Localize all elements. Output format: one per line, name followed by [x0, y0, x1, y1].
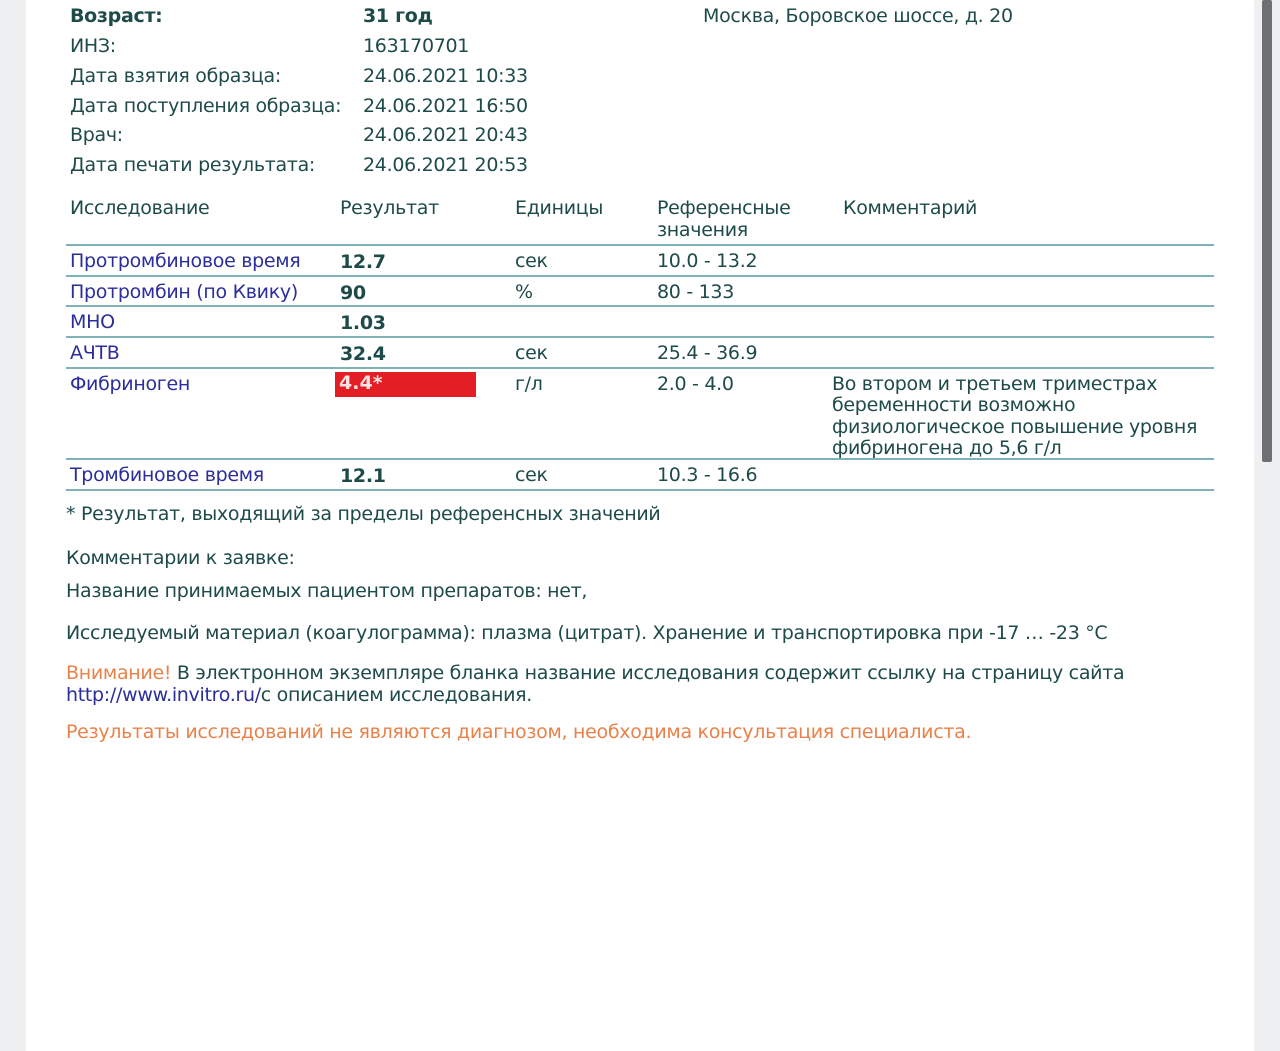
comment-line: фибриногена до 5,6 г/л — [832, 437, 1062, 459]
divider — [66, 367, 1214, 369]
divider — [66, 336, 1214, 338]
sample-taken-label: Дата взятия образца: — [70, 65, 281, 87]
age-label: Возраст: — [70, 5, 163, 27]
units: сек — [515, 342, 548, 364]
test-link[interactable]: АЧТВ — [70, 342, 120, 364]
out-of-range-badge — [335, 372, 476, 397]
reference-range: 80 - 133 — [657, 281, 734, 303]
result-value: 12.7 — [340, 251, 386, 273]
test-link[interactable]: МНО — [70, 311, 115, 333]
units: г/л — [515, 373, 543, 395]
comment-line: физиологическое повышение уровня — [832, 416, 1198, 438]
inz-value: 163170701 — [363, 35, 470, 57]
header-comment: Комментарий — [843, 197, 978, 219]
url-line — [66, 684, 532, 706]
address: Москва, Боровское шоссе, д. 20 — [703, 5, 1013, 27]
reference-range: 2.0 - 4.0 — [657, 373, 734, 395]
url-suffix: с описанием исследования. — [260, 684, 533, 706]
result-value: 1.03 — [340, 312, 386, 334]
reference-range: 10.3 - 16.6 — [657, 464, 758, 486]
header-result: Результат — [340, 197, 439, 219]
material-note: Исследуемый материал (коагулограмма): плазма (цитрат). Хранение и транспортировка при -17 … -23 °С — [66, 622, 1108, 644]
divider — [66, 305, 1214, 307]
header-test: Исследование — [70, 197, 210, 219]
result-value: 32.4 — [340, 343, 386, 365]
sample-taken-value: 24.06.2021 10:33 — [363, 65, 528, 87]
test-link[interactable]: Фибриноген — [70, 373, 190, 395]
comment-line: Во втором и третьем триместрах — [832, 373, 1158, 395]
test-link[interactable]: Протромбин (по Квику) — [70, 281, 298, 303]
result-value: 4.4* — [339, 372, 383, 394]
units: сек — [515, 464, 548, 486]
header-units: Единицы — [515, 197, 604, 219]
doctor-label: Врач: — [70, 124, 123, 146]
divider — [66, 275, 1214, 277]
doctor-value: 24.06.2021 20:43 — [363, 124, 528, 146]
print-date-value: 24.06.2021 20:53 — [363, 154, 528, 176]
reference-range: 25.4 - 36.9 — [657, 342, 758, 364]
header-ref: Референсные — [657, 197, 791, 219]
sample-received-value: 24.06.2021 16:50 — [363, 95, 528, 117]
attention-text: В электронном экземпляре бланка название исследования содержит ссылку на страницу сайта — [171, 662, 1125, 684]
header-ref-2: значения — [657, 219, 748, 241]
comments-title: Комментарии к заявке: — [66, 547, 295, 569]
test-link[interactable]: Тромбиновое время — [70, 464, 264, 486]
inz-label: ИНЗ: — [70, 35, 116, 57]
sample-received-label: Дата поступления образца: — [70, 95, 342, 117]
reference-range: 10.0 - 13.2 — [657, 250, 758, 272]
units: сек — [515, 250, 548, 272]
test-link[interactable]: Протромбиновое время — [70, 250, 301, 272]
attention-label: Внимание! — [66, 662, 172, 684]
print-date-label: Дата печати результата: — [70, 154, 316, 176]
age-value: 31 год — [363, 5, 433, 27]
result-value: 12.1 — [340, 465, 386, 487]
divider — [66, 489, 1214, 491]
divider — [66, 244, 1214, 246]
comment-line: беременности возможно — [832, 394, 1076, 416]
units: % — [515, 281, 533, 303]
result-value: 90 — [340, 282, 366, 304]
disclaimer: Результаты исследований не являются диагнозом, необходима консультация специалиста. — [66, 721, 972, 743]
footnote: * Результат, выходящий за пределы референсных значений — [66, 503, 661, 525]
attention-note — [66, 662, 1124, 684]
drugs-note: Название принимаемых пациентом препаратов: нет, — [66, 580, 588, 602]
invitro-link[interactable]: http://www.invitro.ru/ — [66, 684, 261, 706]
scrollbar[interactable] — [1262, 0, 1272, 462]
